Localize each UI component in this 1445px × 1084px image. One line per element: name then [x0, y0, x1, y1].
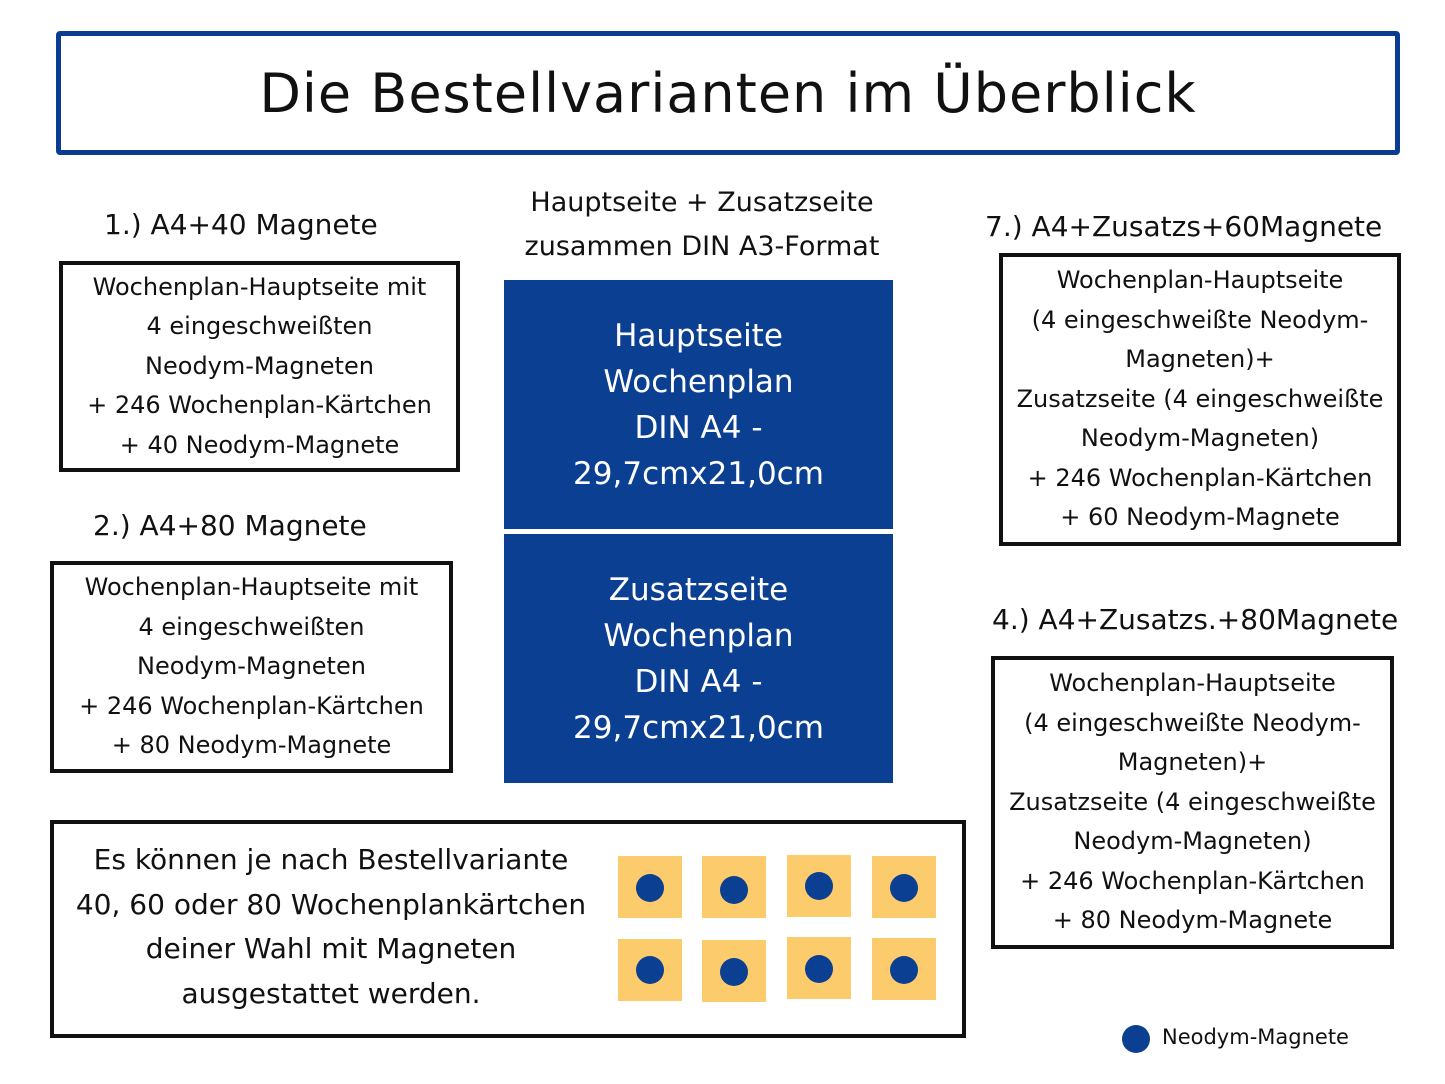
- variant-7-line: (4 eingeschweißte Neodym-: [1031, 305, 1369, 334]
- magnet-dot-icon: [890, 874, 918, 902]
- main-page-line: Wochenplan: [603, 363, 794, 400]
- extra-page-line: Zusatzseite: [608, 571, 789, 608]
- variant-1-line: + 246 Wochenplan-Kärtchen: [87, 391, 432, 420]
- variant-7-line: + 246 Wochenplan-Kärtchen: [1027, 463, 1373, 492]
- variant-4-line: Magneten)+: [1117, 748, 1268, 777]
- variant-7-line: Wochenplan-Hauptseite: [1056, 266, 1344, 295]
- variant-4-line: Wochenplan-Hauptseite: [1049, 669, 1336, 698]
- note-line: ausgestattet werden.: [181, 976, 481, 1010]
- variant-4-line: + 80 Neodym-Magnete: [1052, 906, 1333, 935]
- main-page-block: [504, 280, 893, 529]
- card-tile: [702, 940, 766, 1002]
- variant-7-line: Neodym-Magneten): [1080, 424, 1320, 453]
- magnet-dot-icon: [805, 955, 833, 983]
- variant-2-line: + 80 Neodym-Magnete: [111, 731, 392, 760]
- variant-7-line: Magneten)+: [1125, 345, 1275, 374]
- variant-1-line: 4 eingeschweißten: [146, 312, 373, 341]
- extra-page-block: [504, 534, 893, 783]
- main-page-line: Hauptseite: [614, 317, 783, 354]
- variant-4-line: (4 eingeschweißte Neodym-: [1024, 708, 1361, 737]
- variant-4-line: Zusatzseite (4 eingeschweißte: [1009, 787, 1376, 816]
- variant-7-box: [999, 253, 1401, 546]
- legend-magnet-icon: [1122, 1025, 1150, 1053]
- page-title: Die Bestellvarianten im Überblick: [259, 61, 1197, 125]
- card-tile: [872, 856, 936, 918]
- card-tile: [618, 939, 682, 1001]
- center-caption-line: zusammen DIN A3-Format: [524, 231, 880, 262]
- variant-7-line: + 60 Neodym-Magnete: [1060, 503, 1340, 532]
- note-line: Es können je nach Bestellvariante: [93, 843, 569, 876]
- variant-2-box: [50, 561, 453, 773]
- magnet-dot-icon: [636, 874, 664, 902]
- magnet-dot-icon: [890, 956, 918, 984]
- extra-page-line: DIN A4 -: [634, 663, 763, 700]
- variant-2-line: Neodym-Magneten: [137, 652, 366, 681]
- card-tile: [872, 938, 936, 1000]
- variant-4-line: Neodym-Magneten): [1073, 827, 1312, 856]
- variant-2-heading: 2.) A4+80 Magnete: [93, 509, 367, 542]
- card-tile: [787, 855, 851, 917]
- note-line: deiner Wahl mit Magneten: [145, 932, 517, 965]
- variant-4-box: [991, 656, 1394, 949]
- variant-1-heading: 1.) A4+40 Magnete: [104, 208, 378, 241]
- variant-2-line: 4 eingeschweißten: [138, 612, 365, 641]
- card-tile: [702, 856, 766, 918]
- variant-1-line: Neodym-Magneten: [145, 351, 374, 380]
- variant-2-line: + 246 Wochenplan-Kärtchen: [79, 691, 424, 720]
- main-page-line: DIN A4 -: [634, 409, 763, 446]
- card-tile: [787, 937, 851, 999]
- extra-page-line: 29,7cmx21,0cm: [573, 709, 824, 746]
- center-caption-line: Hauptseite + Zusatzseite: [530, 187, 874, 218]
- main-page-line: 29,7cmx21,0cm: [573, 455, 824, 492]
- variant-7-heading: 7.) A4+Zusatzs+60Magnete: [985, 210, 1383, 243]
- extra-page-line: Wochenplan: [603, 617, 794, 654]
- card-tile: [618, 856, 682, 918]
- variant-2-line: Wochenplan-Hauptseite mit: [84, 573, 419, 602]
- variant-4-heading: 4.) A4+Zusatzs.+80Magnete: [992, 603, 1399, 636]
- note-line: 40, 60 oder 80 Wochenplankärtchen: [75, 887, 587, 921]
- variant-4-line: + 246 Wochenplan-Kärtchen: [1020, 866, 1365, 895]
- variant-1-line: Wochenplan-Hauptseite mit: [92, 272, 427, 301]
- variant-7-line: Zusatzseite (4 eingeschweißte: [1016, 384, 1384, 413]
- magnet-dot-icon: [720, 958, 748, 986]
- magnet-dot-icon: [805, 872, 833, 900]
- magnet-dot-icon: [720, 876, 748, 904]
- variant-1-line: + 40 Neodym-Magnete: [119, 430, 400, 459]
- title-box: [56, 31, 1400, 155]
- note-text: [56, 838, 606, 1016]
- legend-label: Neodym-Magnete: [1162, 1025, 1349, 1049]
- variant-1-box: [59, 261, 460, 472]
- center-caption: [482, 181, 922, 269]
- magnet-dot-icon: [636, 956, 664, 984]
